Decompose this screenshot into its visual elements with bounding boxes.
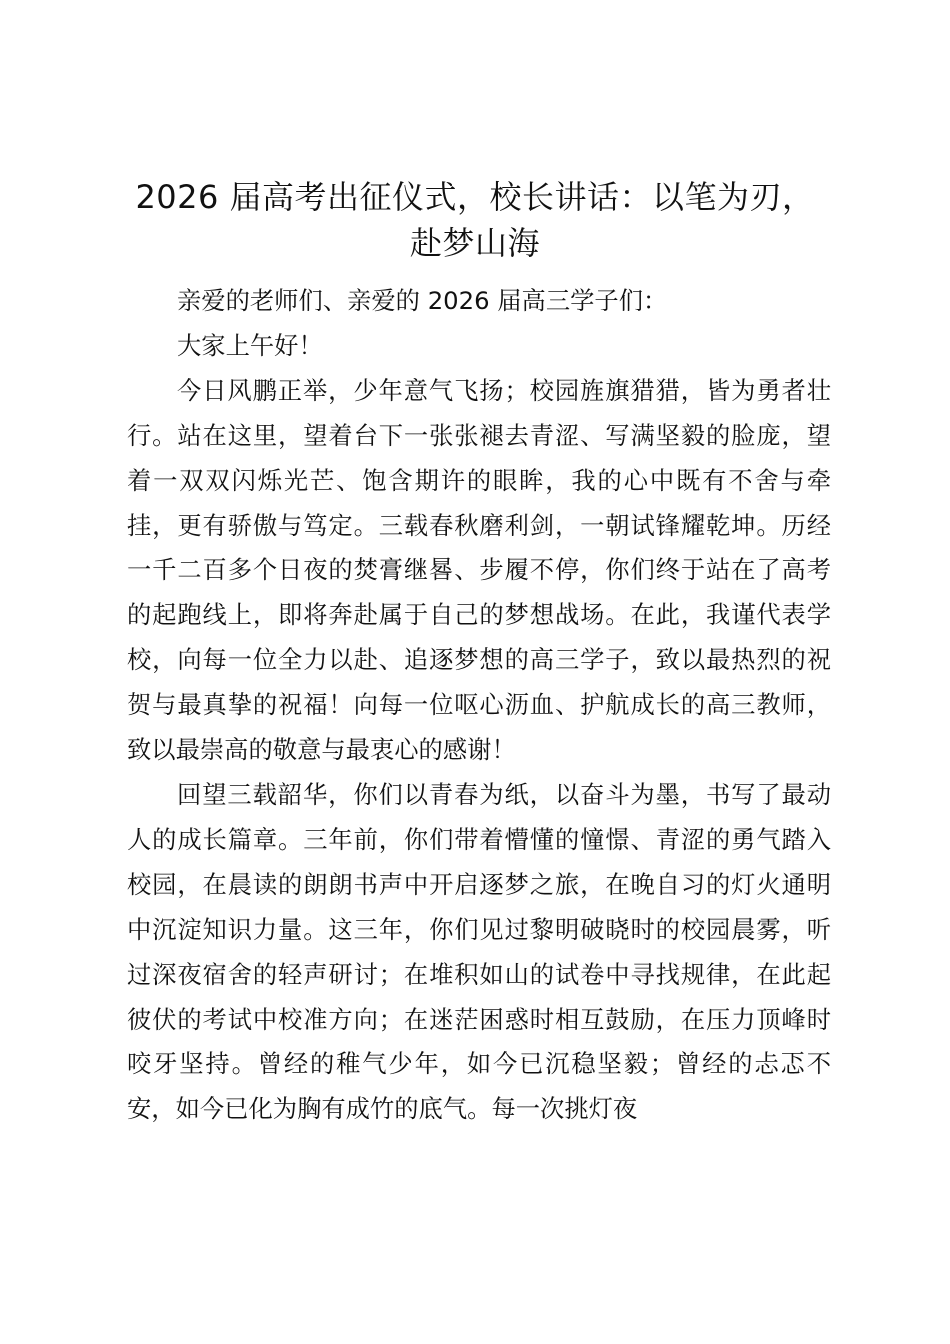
- greeting-paragraph: 大家上午好！: [177, 330, 323, 360]
- document-body: [127, 279, 831, 1132]
- body-paragraph: 回望三载韶华，你们以青春为纸，以奋斗为墨，书写了最动人的成长篇章。三年前，你们带着懵懂的憧憬、青涩的勇气踏入校园，在晨读的朗朗书声中开启逐梦之旅，在晚自习的灯火通明中沉淀知识力量。这三年，你们见过黎明破晓时的校园晨雾，听过深夜宿舍的轻声研讨；在堆积如山的试卷中寻找规律，在此起彼伏的考试中校准方向；在迷茫困惑时相互鼓励，在压力顶峰时咬牙坚持。曾经的稚气少年，如今已沉稳坚毅；曾经的忐忑不安，如今已化为胸有成竹的底气。每一次挑灯夜: [127, 779, 831, 1124]
- document-title: 2026 届高考出征仪式，校长讲话：以笔为刃，赴梦山海: [135, 178, 815, 262]
- body-paragraph: 今日风鹏正举，少年意气飞扬；校园旌旗猎猎，皆为勇者壮行。站在这里，望着台下一张张褪去青涩、写满坚毅的脸庞，望着一双双闪烁光芒、饱含期许的眼眸，我的心中既有不舍与牵挂，更有骄傲与笃定。三载春秋磨利剑，一朝试锋耀乾坤。历经一千二百多个日夜的焚膏继晷、步履不停，你们终于站在了高考的起跑线上，即将奔赴属于自己的梦想战场。在此，我谨代表学校，向每一位全力以赴、追逐梦想的高三学子，致以最热烈的祝贺与最真挚的祝福！向每一位呕心沥血、护航成长的高三教师，致以最崇高的敬意与最衷心的感谢！: [127, 375, 831, 765]
- salutation-paragraph: 亲爱的老师们、亲爱的 2026 届高三学子们：: [177, 286, 668, 315]
